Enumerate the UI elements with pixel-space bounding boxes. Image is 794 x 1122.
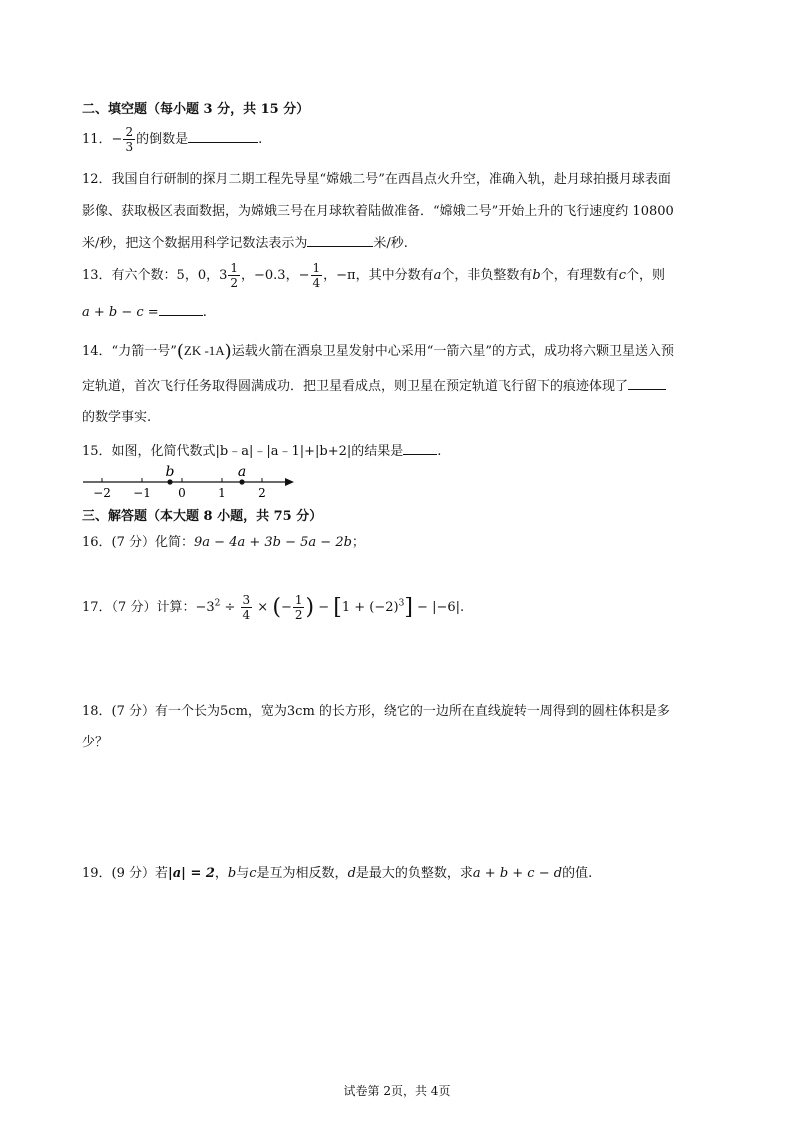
number-line-tick-label: −2 [93, 486, 111, 500]
answer-blank-12[interactable] [307, 233, 373, 247]
number-line-tick-label: 1 [218, 486, 226, 500]
number-line-tick-label: 2 [258, 486, 266, 500]
q11-number: 11． [82, 132, 112, 147]
q17-paren-open: ( [272, 595, 281, 620]
q14-paren-close: ) [224, 341, 232, 362]
q19-text-2: ， [214, 866, 228, 881]
q17-bracket-open: [ [333, 595, 342, 620]
q17-frac2-num: 1 [294, 593, 303, 607]
number-line-point-b [167, 479, 172, 484]
answer-blank-11[interactable] [188, 129, 258, 143]
question-14-line-3: 的数学事实. [82, 410, 152, 425]
q11-text: 的倒数是 [136, 132, 189, 147]
q17-inner-exp: 3 [398, 598, 405, 609]
q13-mid1: ，−0.3， [241, 268, 299, 283]
question-17 [82, 594, 464, 621]
number-line-tick-label: 0 [178, 486, 186, 500]
q14-paren-open: ( [176, 341, 184, 362]
q11-neg: − [111, 132, 123, 147]
q19-text-5: 是最大的负整数，求 [355, 866, 473, 881]
q17-frac1-num: 3 [242, 593, 251, 607]
q16-text: 16．(7 分）化简： [82, 535, 195, 550]
q17-neg: − [280, 600, 292, 615]
q17-div: ÷ [220, 600, 240, 615]
question-18-line-1: 18．(7 分）有一个长为5cm，宽为3cm 的长方形，绕它的一边所在直线旋转一周得到的圆柱体积是多 [82, 704, 670, 719]
q12-line3-text: 米/秒，把这个数据用科学记数法表示为 [82, 236, 308, 251]
number-line-figure [80, 460, 300, 502]
q16-expr: 9a − 4a + 3b − 5a − 2b [194, 535, 352, 550]
question-14-line-1 [82, 340, 674, 362]
q11-end: . [258, 132, 263, 147]
q14-model: ZK -1A [183, 343, 225, 358]
q13-neg: − [298, 268, 310, 283]
q17-fraction-1 [241, 594, 253, 621]
q13-fraction [311, 262, 323, 289]
question-18-line-2: 少？ [82, 735, 109, 750]
q19-text-6: 的值. [562, 866, 593, 881]
q13-t3: 个，则 [625, 268, 665, 283]
q19-var-c: c [249, 866, 257, 881]
q13-t2: 个，有理数有 [540, 268, 619, 283]
q11-frac-den: 3 [125, 140, 134, 154]
q17-frac1-den: 4 [242, 608, 251, 622]
answer-blank-13[interactable] [159, 302, 203, 316]
q13-mixed-num: 1 [230, 261, 239, 275]
question-13-line-1 [82, 262, 665, 289]
q16-end: ； [351, 535, 365, 550]
number-line-point-label-a: a [237, 464, 247, 480]
q14-line2-text: 定轨道，首次飞行任务取得圆满成功．把卫星看成点，则卫星在预定轨道飞行留下的痕迹体现了 [82, 379, 629, 394]
number-line-arrow [285, 478, 294, 486]
q13-var-a: a [433, 268, 442, 283]
q13-frac-den: 4 [312, 276, 321, 290]
q11-frac-num: 2 [125, 125, 134, 139]
q13-t1: 个，非负整数有 [441, 268, 533, 283]
q13-mixed-den: 2 [230, 276, 239, 290]
q17-power-exp: 2 [214, 598, 221, 609]
question-12-line-1: 12．我国自行研制的探月二期工程先导星“嫦娥二号”在西昌点火升空，准确入轨，赴月球拍摄月球表面 [82, 172, 671, 187]
q17-fraction-2 [293, 594, 305, 621]
q13-mixed-fraction [228, 262, 240, 289]
number-line-tick-label: −1 [133, 486, 151, 500]
q13-mid2: ，−π，其中分数有 [323, 268, 434, 283]
q19-text-4: 是互为相反数， [256, 866, 348, 881]
question-13-line-2 [82, 302, 207, 320]
question-14-line-2 [82, 375, 666, 394]
q15-end: . [437, 444, 442, 459]
q19-abs-expr: |a| = 2 [168, 866, 215, 881]
q12-line3-end: 米/秒. [373, 236, 408, 251]
q19-expr: a + b + c − d [472, 866, 563, 881]
question-11 [82, 126, 262, 153]
section-title-fill-in: 二、填空题（每小题 3 分，共 15 分） [82, 102, 310, 117]
q19-var-b: b [227, 866, 237, 881]
q15-text: 15．如图，化简代数式|b﹣a|﹣|a﹣1|+|b+2|的结果是 [82, 444, 404, 459]
q13-expr: a + b − c = [82, 305, 159, 320]
question-19 [82, 862, 592, 881]
q14-line1-end: 运载火箭在酒泉卫星发射中心采用“一箭六星”的方式，成功将六颗卫星送入预 [231, 344, 674, 359]
q17-power: −3 [195, 600, 215, 615]
question-16 [82, 531, 365, 550]
q19-var-d: d [347, 866, 356, 881]
q17-end: . [460, 600, 465, 615]
number-line-point-a [239, 479, 244, 484]
answer-blank-14[interactable] [628, 376, 666, 390]
q13-var-c: c [618, 268, 626, 283]
q13-mixed-whole: 3 [219, 268, 228, 283]
q19-text-1: 19．(9 分）若 [82, 866, 169, 881]
q14-line1-start: 14．“力箭一号” [82, 344, 177, 359]
question-12-line-3 [82, 232, 408, 251]
q17-bracket-close: ] [404, 595, 413, 620]
question-15 [82, 440, 441, 459]
q13-end: . [202, 305, 207, 320]
question-12-line-2: 影像、获取极区表面数据，为嫦娥三号在月球软着陆做准备．“嫦娥二号”开始上升的飞行速度约 10800 [82, 204, 674, 219]
q17-frac2-den: 2 [294, 608, 303, 622]
number-line-point-label-b: b [165, 464, 175, 480]
q17-inner: 1 + (−2) [341, 600, 399, 615]
answer-blank-15[interactable] [403, 441, 437, 455]
q17-times: × [253, 600, 273, 615]
q13-frac-num: 1 [312, 261, 321, 275]
page-footer: 试卷第 2页，共 4页 [343, 1084, 451, 1098]
q13-prefix: 13．有六个数：5，0， [82, 268, 220, 283]
q19-text-3: 与 [236, 866, 250, 881]
section-title-answers: 三、解答题（本大题 8 小题，共 75 分） [82, 509, 323, 524]
q17-abs: − |−6| [412, 600, 461, 615]
q11-fraction [123, 126, 135, 153]
q17-paren-close: ) [305, 595, 315, 620]
q17-minus: − [314, 600, 334, 615]
q17-text: 17．（7 分）计算： [82, 600, 196, 615]
q13-var-b: b [532, 268, 541, 283]
